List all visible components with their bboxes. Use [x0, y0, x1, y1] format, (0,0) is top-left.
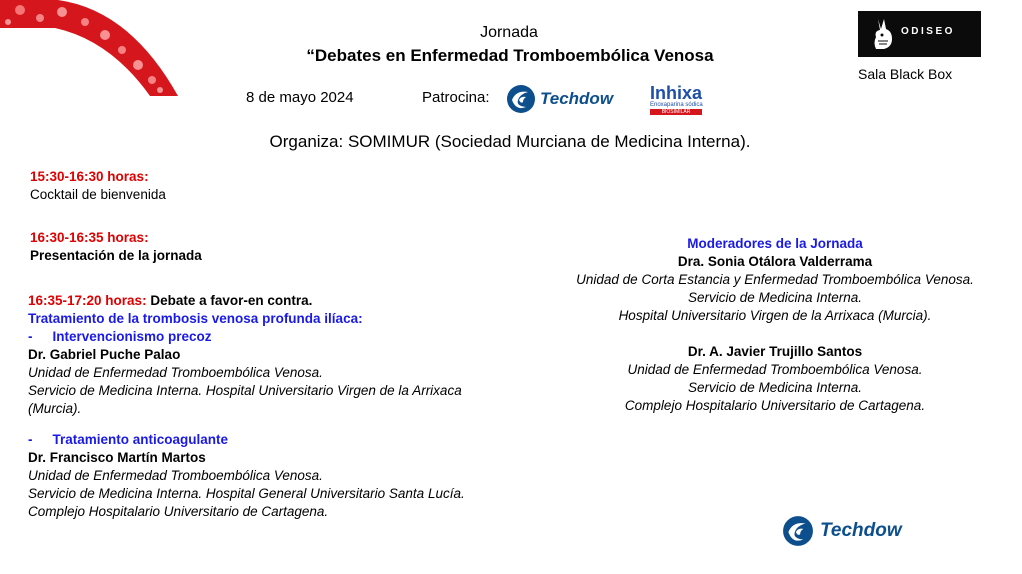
position1-label: Intervencionismo precoz [52, 329, 212, 344]
inhixa-subtitle: Enoxaparina sódica [650, 102, 703, 108]
slot2-title: Presentación de la jornada [30, 248, 202, 263]
slot3-header [28, 292, 312, 310]
moderator2-affiliation-3: Complejo Hospitalario Universitario de Cartagena. [624, 398, 926, 413]
slot3-time: 16:35-17:20 horas: [28, 293, 147, 308]
position1-dash: - [28, 329, 33, 344]
position2-label: Tratamiento anticoagulante [52, 432, 229, 447]
position1-speaker: Dr. Gabriel Puche Palao [28, 347, 181, 362]
slot1-title: Cocktail de bienvenida [30, 187, 166, 202]
position1-label-row [28, 328, 212, 346]
position2-speaker: Dr. Francisco Martín Martos [28, 450, 206, 465]
techdow-wordmark: Techdow [540, 89, 614, 108]
inhixa-logo [650, 84, 720, 120]
slot2-time: 16:30-16:35 horas: [30, 230, 149, 245]
position2-affiliation-3: Complejo Hospitalario Universitario de Cartagena. [28, 504, 329, 519]
moderator1-affiliation-1: Unidad de Corta Estancia y Enfermedad Tromboembólica Venosa. [576, 272, 974, 287]
techdow-logo-header [506, 84, 613, 114]
venue-room: Sala Black Box [858, 66, 953, 82]
moderator2-name: Dr. A. Javier Trujillo Santos [687, 344, 863, 359]
techdow-swirl-icon [506, 84, 536, 114]
position1-affiliation-2: Servicio de Medicina Interna. Hospital Universitario Virgen de la Arrixaca [28, 383, 462, 398]
event-title: “Debates en Enfermedad Tromboembólica Venosa [306, 46, 714, 65]
event-date: 8 de mayo 2024 [246, 89, 354, 106]
slot1-time: 15:30-16:30 horas: [30, 169, 149, 184]
inhixa-wordmark: Inhixa [650, 83, 703, 103]
position2-affiliation-1: Unidad de Enfermedad Tromboembólica Venosa. [28, 468, 323, 483]
position2-label-row [28, 431, 228, 449]
slot3-topic: Tratamiento de la trombosis venosa profunda ilíaca: [28, 311, 363, 326]
inhixa-tag: BIOSIMILAR [650, 109, 702, 115]
slot3-title: Debate a favor-en contra. [146, 293, 313, 308]
position1-affiliation-3: (Murcia). [28, 401, 82, 416]
moderator2-affiliation-1: Unidad de Enfermedad Tromboembólica Venosa. [627, 362, 923, 377]
odiseo-logo [858, 11, 981, 57]
position1-affiliation-1: Unidad de Enfermedad Tromboembólica Venosa. [28, 365, 323, 380]
event-type: Jornada [480, 24, 538, 41]
techdow-swirl-icon [782, 515, 814, 547]
organizer-line: Organiza: SOMIMUR (Sociedad Murciana de Medicina Interna). [269, 132, 751, 151]
odiseo-wordmark: ODISEO [901, 26, 955, 37]
decorative-vessel-graphic [0, 0, 180, 100]
moderator2-affiliation-2: Servicio de Medicina Interna. [687, 380, 863, 395]
position2-dash: - [28, 432, 33, 447]
techdow-logo-footer [782, 514, 902, 548]
techdow-footer-wordmark: Techdow [820, 520, 902, 541]
position2-affiliation-2: Servicio de Medicina Interna. Hospital General Universitario Santa Lucía. [28, 486, 465, 501]
sponsor-label: Patrocina: [422, 89, 490, 106]
moderators-heading: Moderadores de la Jornada [687, 236, 863, 251]
rabbit-icon [870, 17, 896, 51]
moderator1-affiliation-3: Hospital Universitario Virgen de la Arrixaca (Murcia). [618, 308, 932, 323]
moderator1-affiliation-2: Servicio de Medicina Interna. [687, 290, 863, 305]
moderator1-name: Dra. Sonia Otálora Valderrama [677, 254, 873, 269]
